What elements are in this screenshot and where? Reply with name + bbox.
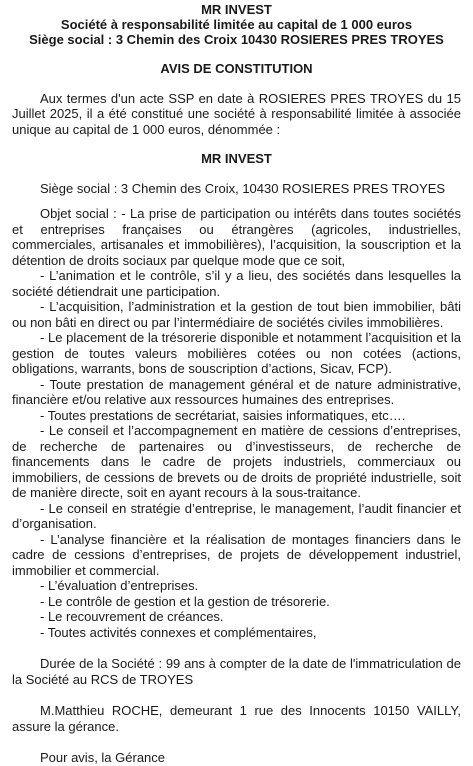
company-name-title: MR INVEST [201, 151, 272, 166]
objet-item: - L’analyse financière et la réalisation de montages financiers dans le cadre de cessions d’entreprises, de projets de développement industriel, immobilier et commercial. [12, 531, 461, 578]
objet-item: - Le conseil et l’accompagnement en matière de cessions d’entreprises, de recherche de partenaires ou d’investisseurs, de recherche de financements dans le cadre de projets industriels, commerciaux ou immobiliers, de cessions de brevets ou de droits de propriété industrielle, soit de manière directe, soit en ayant recours à la sous-traitance. [12, 423, 461, 500]
objet-item: - Le placement de la trésorerie disponible et notamment l’acquisition et la gestion de toutes valeurs mobilières cotées ou non cotées (actions, obligations, warrants, bons de souscription d’actions, Sicav, FCP). [12, 330, 461, 376]
objet-item: - Toute prestation de management général et de nature administrative, financière et/ou relative aux ressources humaines des entreprises. [12, 376, 461, 407]
objet-item: - L’évaluation d’entreprises. [40, 578, 199, 593]
duree-paragraph: Durée de la Société : 99 ans à compter de la date de l'immatriculation de la Société au RCS de TROYES [12, 656, 461, 687]
objet-item: - Le contrôle de gestion et la gestion de trésorerie. [40, 593, 330, 609]
company-capital-line: Société à responsabilité limitée au capital de 1 000 euros [60, 17, 413, 32]
gerance-paragraph: M.Matthieu ROCHE, demeurant 1 rue des Innocents 10150 VAILLY, assure la gérance. [12, 703, 461, 734]
siege-paragraph: Siège social : 3 Chemin des Croix, 10430 ROSIERES PRES TROYES [40, 180, 446, 196]
objet-item: - Toutes prestations de secrétariat, saisies informatiques, etc…. [40, 407, 406, 423]
objet-intro-paragraph: Objet social : - La prise de participation ou intérêts dans toutes sociétés et entreprises françaises ou étrangères (agricoles, industrielles, commerciales, artisanales et immobilières), l’acquisition, la souscription et la détention de droits sociaux par quelque mode que ce soit, [12, 206, 461, 268]
company-name-header: MR INVEST [201, 2, 272, 17]
objet-item: - Le recouvrement de créances. [40, 609, 224, 624]
intro-paragraph: Aux termes d'un acte SSP en date à ROSIERES PRES TROYES du 15 Juillet 2025, il a été constitué une société à responsabilité limitée à associée unique au capital de 1 000 euros, dénommée : [12, 90, 461, 137]
objet-item: - Toutes activités connexes et complémentaires, [40, 624, 317, 640]
objet-item: - L’acquisition, l’administration et la gestion de tout bien immobilier, bâti ou non bâti en direct ou par l’intermédiaire de sociétés civiles immobilières. [12, 299, 461, 330]
objet-list [12, 268, 461, 640]
notice-title: AVIS DE CONSTITUTION [160, 61, 313, 76]
legal-notice [12, 0, 461, 766]
objet-item: - Le conseil en stratégie d’entreprise, le management, l’audit financier et d’organisation. [12, 500, 461, 531]
objet-item: - L’animation et le contrôle, s’il y a lieu, des sociétés dans lesquelles la société détiendrait une participation. [12, 268, 461, 299]
closing-line: Pour avis, la Gérance [40, 750, 166, 765]
company-siege-line: Siège social : 3 Chemin des Croix 10430 ROSIERES PRES TROYES [29, 32, 444, 47]
